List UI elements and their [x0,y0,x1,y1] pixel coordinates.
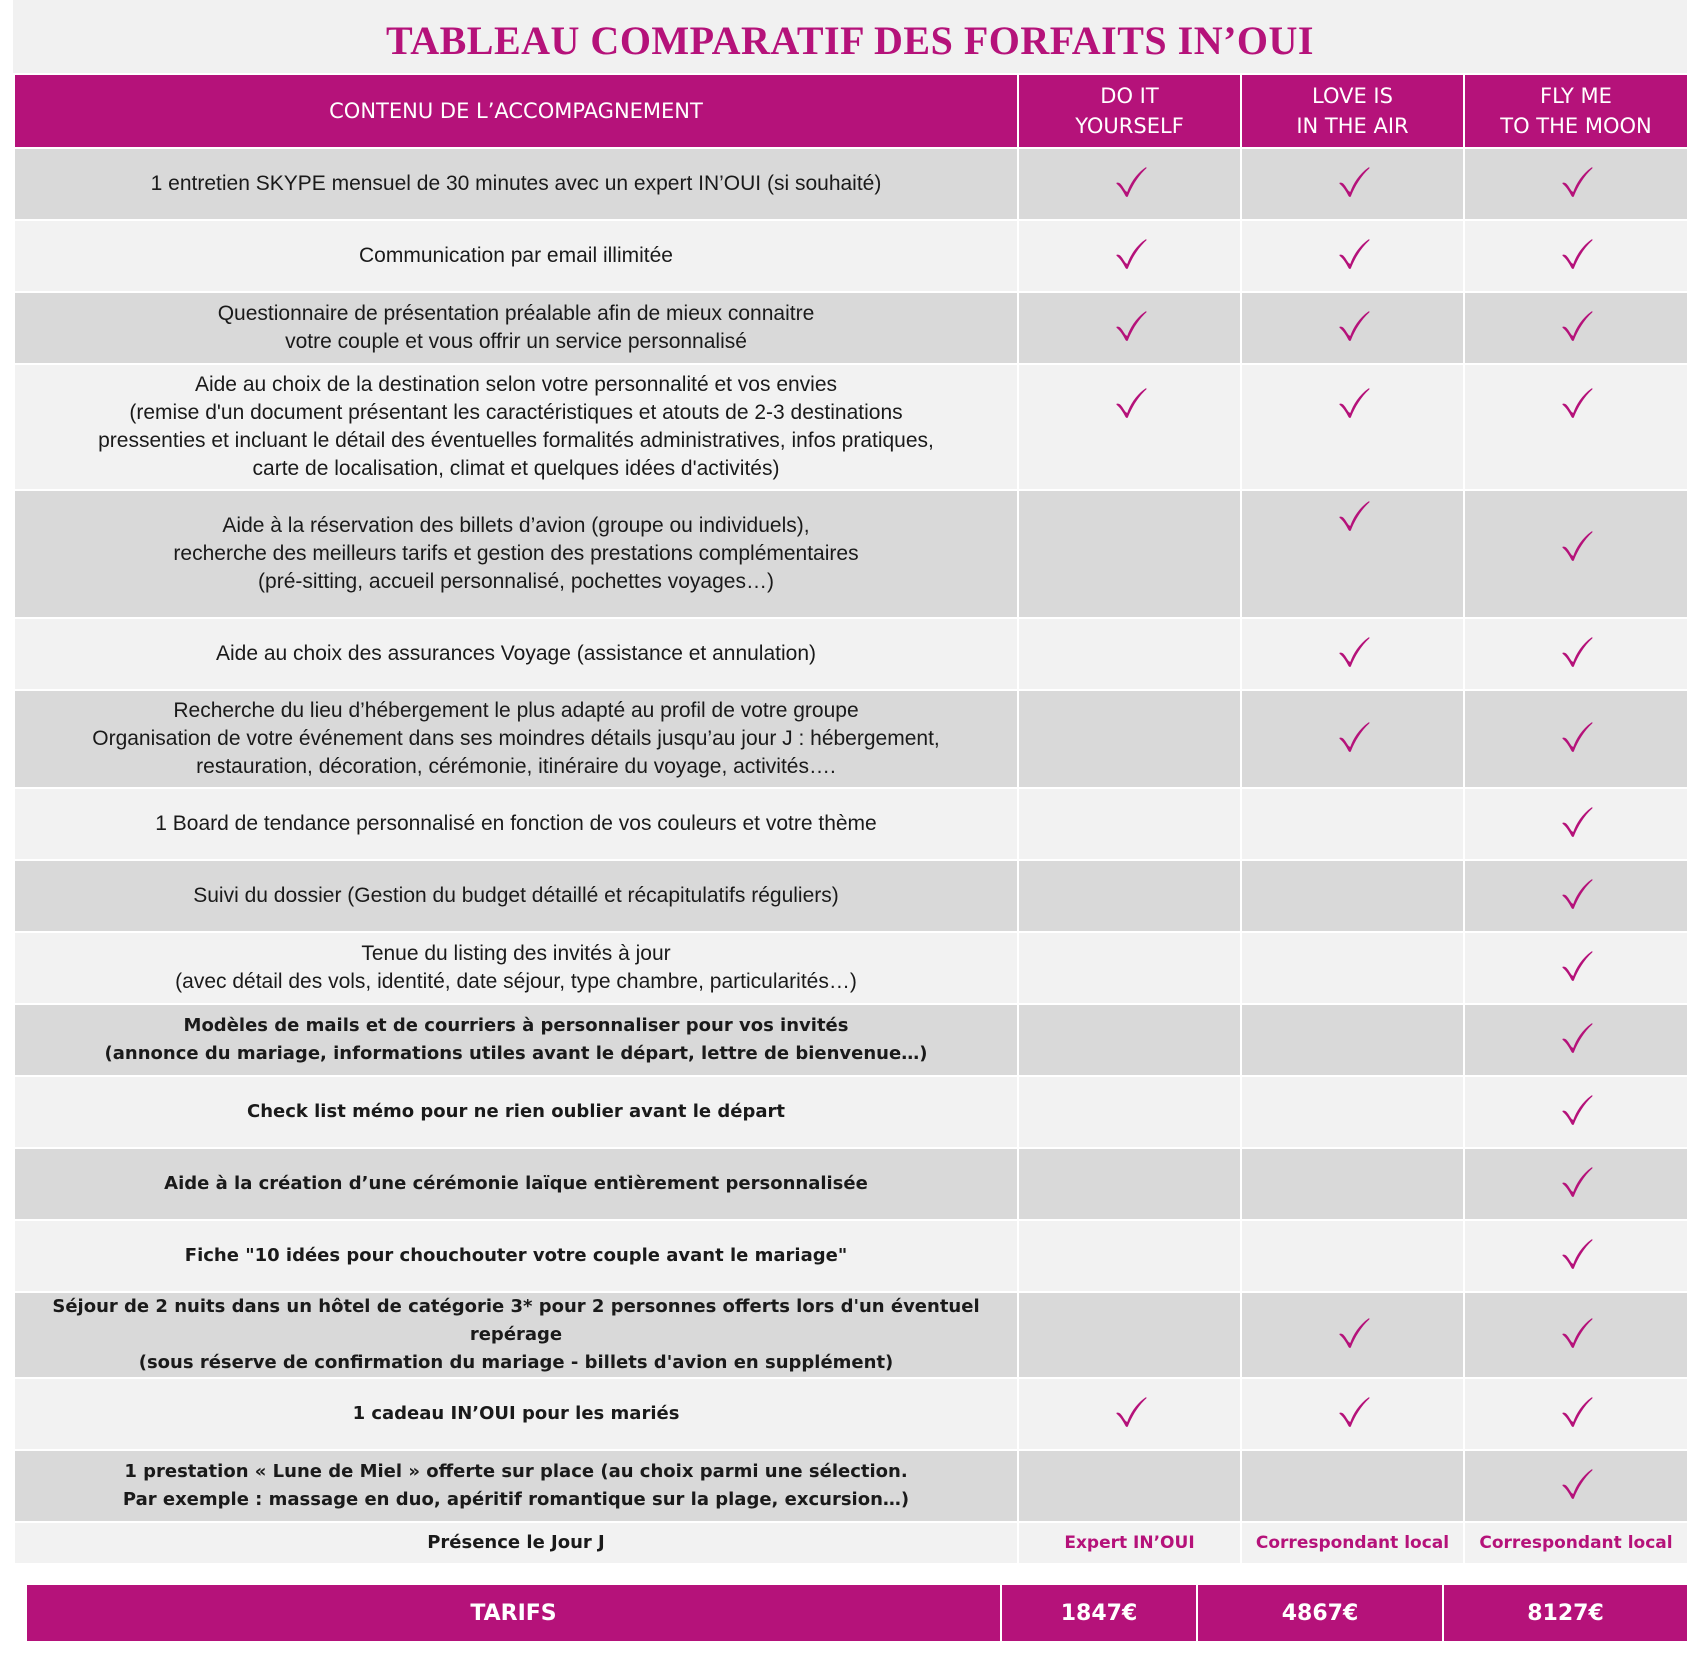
feature-row [14,148,1688,220]
feature-text: Recherche du lieu d’hébergement le plus adapté au profil de votre groupe Organisation de votre événement dans ses moindres détails jusqu’au jour J : hébergement, restauration, décoration, cérémonie, itinéraire du voyage, activités…. [14,690,1018,788]
check-cell-fly-me-to-the-moon [1464,490,1688,618]
check-cell-love-is-in-the-air [1241,148,1464,220]
check-cell-love-is-in-the-air [1241,1450,1464,1522]
check-cell-fly-me-to-the-moon [1464,932,1688,1004]
check-cell-fly-me-to-the-moon [1464,1004,1688,1076]
feature-row [14,1004,1688,1076]
feature-text: Aide à la création d’une cérémonie laïque entièrement personnalisée [14,1148,1018,1220]
checkmark-icon [1558,1315,1594,1351]
check-cell-love-is-in-the-air [1241,292,1464,364]
check-cell-fly-me-to-the-moon [1464,364,1688,490]
checkmark-icon [1335,236,1371,272]
check-cell-fly-me-to-the-moon [1464,148,1688,220]
check-cell-love-is-in-the-air [1241,1378,1464,1450]
check-cell-do-it-yourself [1018,148,1241,220]
feature-row [14,364,1688,490]
check-cell-do-it-yourself [1018,690,1241,788]
plan-label: DO IT YOURSELF [1075,84,1184,138]
check-cell-do-it-yourself [1018,1292,1241,1378]
feature-row [14,220,1688,292]
checkmark-icon [1558,1020,1594,1056]
presence-value-do-it-yourself: Expert IN’OUI [1018,1522,1241,1564]
check-cell-do-it-yourself [1018,1220,1241,1292]
feature-row [14,932,1688,1004]
check-cell-do-it-yourself [1018,1076,1241,1148]
checkmark-icon [1335,719,1371,755]
feature-row [14,1148,1688,1220]
presence-row [14,1522,1688,1564]
check-cell-do-it-yourself [1018,860,1241,932]
page-title: TABLEAU COMPARATIF DES FORFAITS IN’OUI [13,0,1687,73]
feature-row [14,618,1688,690]
checkmark-icon [1558,719,1594,755]
check-cell-fly-me-to-the-moon [1464,220,1688,292]
checkmark-icon [1558,1164,1594,1200]
feature-row [14,292,1688,364]
feature-text: Communication par email illimitée [14,220,1018,292]
check-cell-fly-me-to-the-moon [1464,860,1688,932]
checkmark-icon [1335,498,1371,534]
check-cell-fly-me-to-the-moon [1464,690,1688,788]
check-cell-fly-me-to-the-moon [1464,1076,1688,1148]
check-cell-fly-me-to-the-moon [1464,1292,1688,1378]
check-cell-do-it-yourself [1018,220,1241,292]
price-love-is-in-the-air: 4867€ [1197,1584,1443,1642]
feature-text: Séjour de 2 nuits dans un hôtel de catégorie 3* pour 2 personnes offerts lors d'un éventuel repérage (sous réserve de confirmation du mariage - billets d'avion en supplément) [14,1292,1018,1378]
checkmark-icon [1558,876,1594,912]
checkmark-icon [1335,164,1371,200]
check-cell-love-is-in-the-air [1241,1292,1464,1378]
plan-label: FLY ME TO THE MOON [1500,84,1652,138]
feature-text: Suivi du dossier (Gestion du budget détaillé et récapitulatifs réguliers) [14,860,1018,932]
check-cell-do-it-yourself [1018,932,1241,1004]
presence-label: Présence le Jour J [14,1522,1018,1564]
feature-text: 1 prestation « Lune de Miel » offerte sur place (au choix parmi une sélection. Par exemple : massage en duo, apéritif romantique sur la plage, excursion…) [14,1450,1018,1522]
feature-text: 1 cadeau IN’OUI pour les mariés [14,1378,1018,1450]
checkmark-icon [1335,1315,1371,1351]
tarifs-label: TARIFS [26,1584,1001,1642]
checkmark-icon [1558,1466,1594,1502]
check-cell-do-it-yourself [1018,1450,1241,1522]
feature-text: Aide au choix de la destination selon votre personnalité et vos envies (remise d'un document présentant les caractéristiques et atouts de 2-3 destinations pressenties et incluant le détail des éventuelles formalités administratives, infos pratiques, carte de localisation, climat et quelques idées d'activités) [14,364,1018,490]
feature-text: Fiche "10 idées pour chouchouter votre couple avant le mariage" [14,1220,1018,1292]
checkmark-icon [1112,164,1148,200]
plan-header-love-is-in-the-air [1241,74,1464,148]
check-cell-love-is-in-the-air [1241,788,1464,860]
checkmark-icon [1112,385,1148,421]
check-cell-love-is-in-the-air [1241,364,1464,490]
feature-text: Aide à la réservation des billets d’avion (groupe ou individuels), recherche des meilleurs tarifs et gestion des prestations complémentaires (pré-sitting, accueil personnalisé, pochettes voyages…) [14,490,1018,618]
checkmark-icon [1112,236,1148,272]
checkmark-icon [1335,385,1371,421]
check-cell-love-is-in-the-air [1241,220,1464,292]
feature-text: Questionnaire de présentation préalable afin de mieux connaitre votre couple et vous offrir un service personnalisé [14,292,1018,364]
feature-text: Check list mémo pour ne rien oublier avant le départ [14,1076,1018,1148]
check-cell-fly-me-to-the-moon [1464,1220,1688,1292]
check-cell-do-it-yourself [1018,490,1241,618]
checkmark-icon [1558,308,1594,344]
checkmark-icon [1558,1236,1594,1272]
checkmark-icon [1558,164,1594,200]
check-cell-fly-me-to-the-moon [1464,1148,1688,1220]
feature-text: Modèles de mails et de courriers à personnaliser pour vos invités (annonce du mariage, informations utiles avant le départ, lettre de bienvenue…) [14,1004,1018,1076]
checkmark-icon [1558,634,1594,670]
check-cell-love-is-in-the-air [1241,618,1464,690]
feature-row [14,1292,1688,1378]
price-fly-me-to-the-moon: 8127€ [1443,1584,1688,1642]
check-cell-do-it-yourself [1018,618,1241,690]
plan-header-fly-me-to-the-moon [1464,74,1688,148]
check-cell-do-it-yourself [1018,1004,1241,1076]
check-cell-love-is-in-the-air [1241,1004,1464,1076]
feature-row [14,1378,1688,1450]
feature-row [14,1450,1688,1522]
checkmark-icon [1335,308,1371,344]
check-cell-do-it-yourself [1018,788,1241,860]
checkmark-icon [1558,1394,1594,1430]
check-cell-fly-me-to-the-moon [1464,1450,1688,1522]
presence-value-love-is-in-the-air: Correspondant local [1241,1522,1464,1564]
plan-header-do-it-yourself [1018,74,1241,148]
check-cell-love-is-in-the-air [1241,860,1464,932]
check-cell-love-is-in-the-air [1241,1148,1464,1220]
feature-row [14,1076,1688,1148]
checkmark-icon [1558,528,1594,564]
check-cell-love-is-in-the-air [1241,932,1464,1004]
check-cell-do-it-yourself [1018,1148,1241,1220]
tarifs-table [25,1583,1689,1643]
header-row [14,74,1688,148]
feature-row [14,1220,1688,1292]
checkmark-icon [1558,236,1594,272]
check-cell-fly-me-to-the-moon [1464,788,1688,860]
tarifs-row [26,1584,1688,1642]
price-do-it-yourself: 1847€ [1001,1584,1197,1642]
check-cell-fly-me-to-the-moon [1464,292,1688,364]
check-cell-love-is-in-the-air [1241,490,1464,618]
checkmark-icon [1558,804,1594,840]
checkmark-icon [1112,308,1148,344]
presence-value-fly-me-to-the-moon: Correspondant local [1464,1522,1688,1564]
plan-label: LOVE IS IN THE AIR [1296,84,1409,138]
checkmark-icon [1335,634,1371,670]
checkmark-icon [1112,1394,1148,1430]
checkmark-icon [1558,1092,1594,1128]
feature-text: Aide au choix des assurances Voyage (assistance et annulation) [14,618,1018,690]
feature-text: Tenue du listing des invités à jour (avec détail des vols, identité, date séjour, type chambre, particularités…) [14,932,1018,1004]
check-cell-do-it-yourself [1018,1378,1241,1450]
feature-rows [14,148,1688,1522]
check-cell-fly-me-to-the-moon [1464,1378,1688,1450]
feature-row [14,490,1688,618]
feature-text: 1 Board de tendance personnalisé en fonction de vos couleurs et votre thème [14,788,1018,860]
feature-text: 1 entretien SKYPE mensuel de 30 minutes avec un expert IN’OUI (si souhaité) [14,148,1018,220]
check-cell-love-is-in-the-air [1241,1220,1464,1292]
checkmark-icon [1558,385,1594,421]
feature-row [14,860,1688,932]
check-cell-do-it-yourself [1018,292,1241,364]
check-cell-fly-me-to-the-moon [1464,618,1688,690]
checkmark-icon [1335,1394,1371,1430]
check-cell-love-is-in-the-air [1241,690,1464,788]
check-cell-do-it-yourself [1018,364,1241,490]
checkmark-icon [1558,948,1594,984]
feature-row [14,690,1688,788]
content-column-header: CONTENU DE L’ACCOMPAGNEMENT [14,74,1018,148]
check-cell-love-is-in-the-air [1241,1076,1464,1148]
comparison-table [13,73,1689,1565]
feature-row [14,788,1688,860]
